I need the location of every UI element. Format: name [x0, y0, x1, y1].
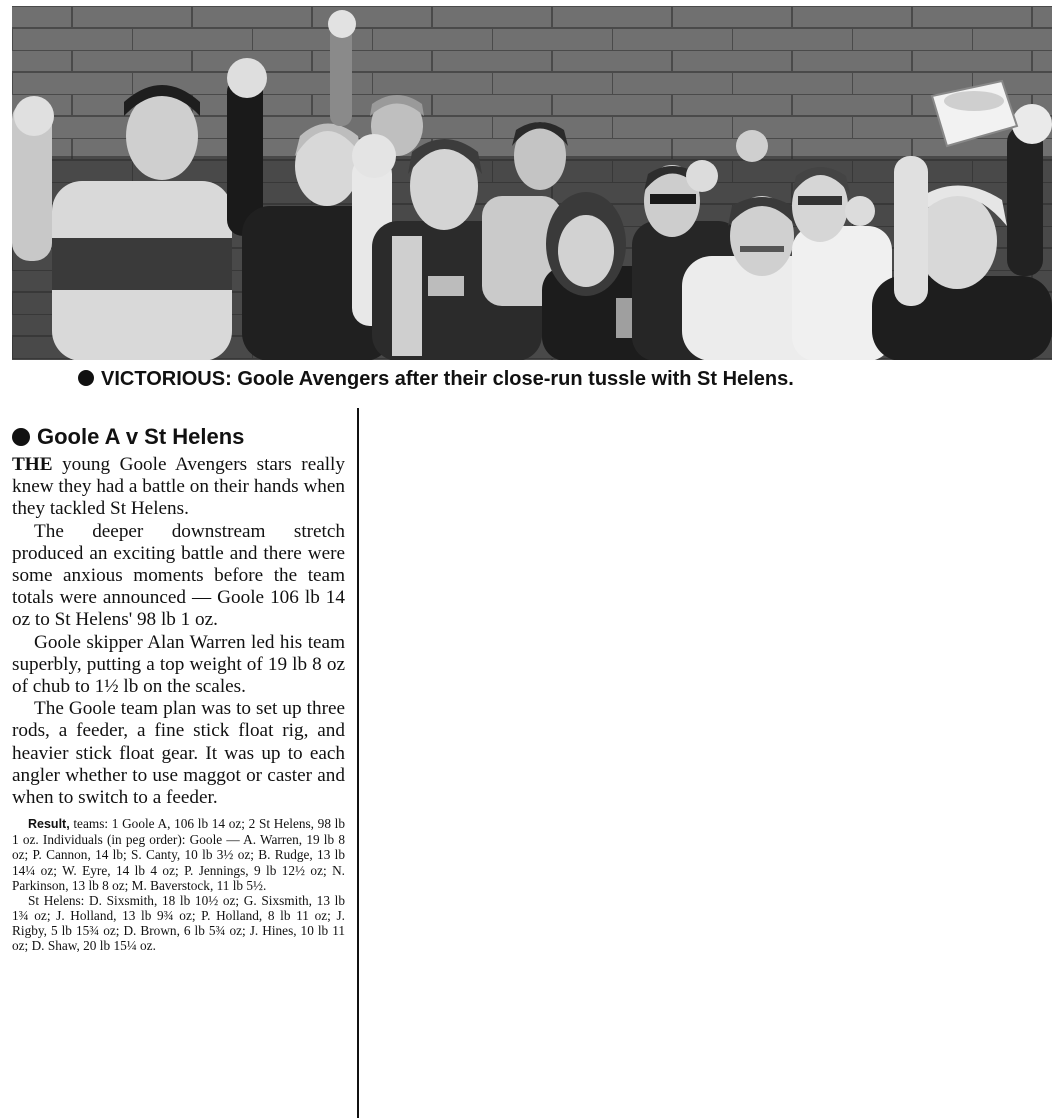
caption-label: VICTORIOUS:	[101, 368, 232, 390]
caption-text: Goole Avengers after their close-run tussle with St Helens.	[231, 368, 794, 390]
team-photo-illustration	[12, 6, 1052, 360]
lead-word: THE	[12, 454, 53, 475]
column-rule	[357, 408, 359, 1118]
team-photo	[12, 6, 1052, 360]
results-label: Result,	[28, 817, 70, 832]
paragraph-1	[12, 454, 345, 521]
paragraph-4: The Goole team plan was to set up three rods, a feeder, a fine stick float rig, and heavier stick float gear. It was up to each angler whether to use maggot or caster and when to switch to a feeder.	[12, 698, 345, 809]
paragraph-1-text: young Goole Avengers stars really knew they had a battle on their hands when they tackled St Helens.	[12, 454, 345, 520]
results-goole-text: teams: 1 Goole A, 106 lb 14 oz; 2 St Helens, 98 lb 1 oz. Individuals (in peg order): Goole — A. Warren, 19 lb 8 oz; P. Cannon, 14 lb; S. Canty, 10 lb 3½ oz; B. Rudge, 13 lb 14¼ oz; W. Eyre, 14 lb 4 oz; P. Jennings, 9 lb 12½ oz; N. Parkinson, 13 lb 8 oz; M. Baverstock, 11 lb 5½.	[12, 816, 345, 893]
article-body	[12, 454, 345, 809]
headline-bullet-icon	[12, 428, 30, 446]
article-headline	[12, 422, 345, 452]
caption-bullet-icon	[78, 370, 94, 386]
results-goole	[12, 816, 345, 892]
photo-caption	[78, 368, 1038, 402]
paragraph-2: The deeper downstream stretch produced an exciting battle and there were some anxious moments before the team totals were announced — Goole 106 lb 14 oz to St Helens' 98 lb 1 oz.	[12, 520, 345, 631]
paragraph-3: Goole skipper Alan Warren led his team superbly, putting a top weight of 19 lb 8 oz of chub to 1½ lb on the scales.	[12, 631, 345, 698]
article-column	[12, 422, 345, 953]
headline-text: Goole A v St Helens	[37, 424, 245, 449]
results-st-helens: St Helens: D. Sixsmith, 18 lb 10½ oz; G. Sixsmith, 13 lb 1¾ oz; J. Holland, 13 lb 9¾ oz; P. Holland, 8 lb 11 oz; J. Rigby, 5 lb 15¾ oz; D. Brown, 6 lb 5¾ oz; J. Hines, 10 lb 11 oz; D. Shaw, 20 lb 15¼ oz.	[12, 892, 345, 953]
results-block	[12, 816, 345, 953]
